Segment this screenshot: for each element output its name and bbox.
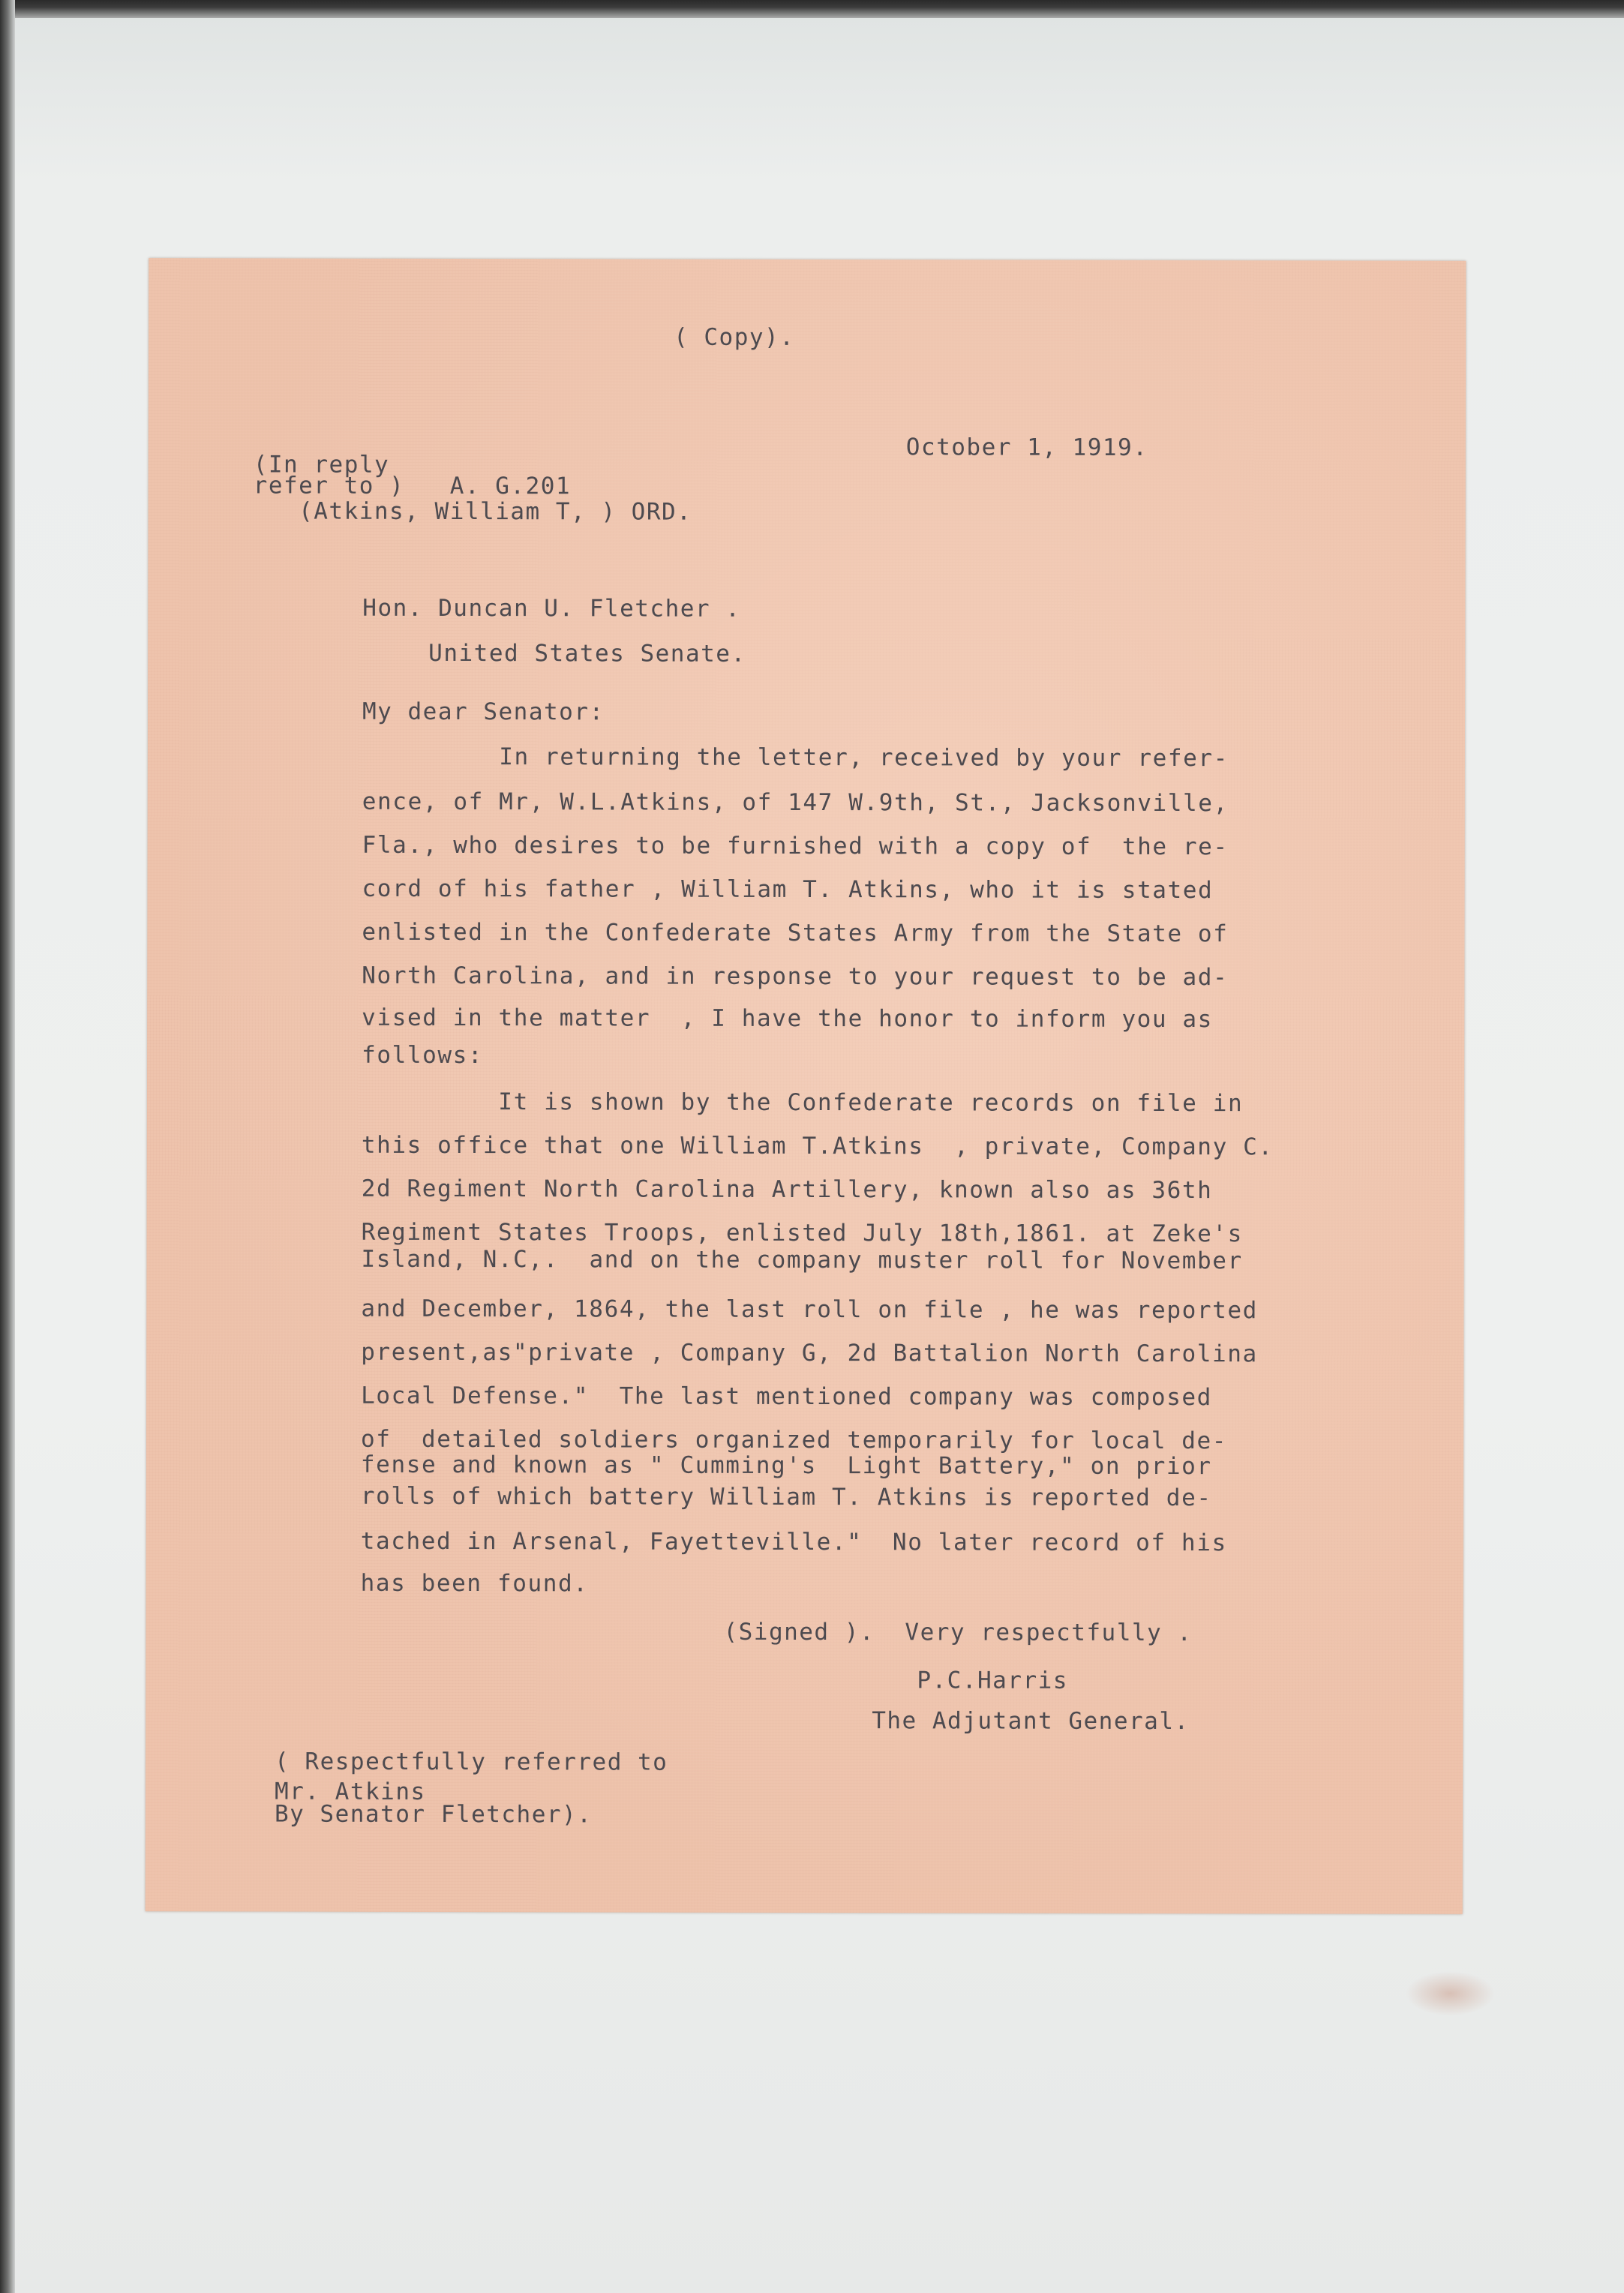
body-line: present,as"private , Company G, 2d Battalion North Carolina bbox=[361, 1338, 1258, 1368]
body-line: of detailed soldiers organized temporarily for local de- bbox=[360, 1425, 1228, 1455]
body-line: North Carolina, and in response to your request to be ad- bbox=[362, 962, 1229, 992]
body-line: ence, of Mr, W.L.Atkins, of 147 W.9th, St., Jacksonville, bbox=[362, 788, 1229, 818]
body-line: vised in the matter , I have the honor to inform you as bbox=[362, 1004, 1213, 1034]
reference-line: (Atkins, William T, ) ORD. bbox=[253, 497, 692, 526]
referral-line: By Senator Fletcher). bbox=[274, 1800, 593, 1829]
body-line: It is shown by the Confederate records on file in bbox=[361, 1088, 1244, 1118]
body-line: rolls of which battery William T. Atkins is reported de- bbox=[360, 1482, 1212, 1512]
copy-heading: ( Copy). bbox=[674, 323, 795, 351]
paper-stain bbox=[1405, 1971, 1495, 2016]
body-line: fense and known as " Cumming's Light Battery," on prior bbox=[360, 1451, 1212, 1481]
body-line: follows: bbox=[362, 1041, 484, 1070]
scanner-top-edge bbox=[0, 0, 1624, 18]
signer-title: The Adjutant General. bbox=[872, 1707, 1190, 1736]
closing: (Signed ). Very respectfully . bbox=[723, 1618, 1193, 1647]
reference-line: refer to ) A. G.201 bbox=[253, 472, 572, 500]
salutation: My dear Senator: bbox=[362, 698, 605, 726]
body-line: tached in Arsenal, Fayetteville." No later record of his bbox=[360, 1527, 1227, 1557]
body-line: Fla., who desires to be furnished with a copy of the re- bbox=[362, 831, 1229, 861]
scanner-left-edge bbox=[0, 0, 15, 2293]
signer-name: P.C.Harris bbox=[917, 1667, 1069, 1694]
body-line: enlisted in the Confederate States Army from the State of bbox=[362, 918, 1229, 948]
body-line: Local Defense." The last mentioned company was composed bbox=[361, 1382, 1212, 1412]
addressee-name: Hon. Duncan U. Fletcher . bbox=[362, 594, 741, 623]
body-line: has been found. bbox=[360, 1569, 589, 1598]
body-line: 2d Regiment North Carolina Artillery, known also as 36th bbox=[361, 1175, 1213, 1205]
body-line: Regiment States Troops, enlisted July 18th,1861. at Zeke's bbox=[361, 1218, 1243, 1248]
reference-line: (In reply bbox=[253, 451, 390, 479]
letter-date: October 1, 1919. bbox=[905, 434, 1148, 461]
referral-line: Mr. Atkins bbox=[274, 1778, 426, 1805]
letter-sheet bbox=[146, 258, 1466, 1914]
body-line: In returning the letter, received by your refer- bbox=[362, 743, 1229, 773]
body-line: this office that one William T.Atkins , private, Company C. bbox=[361, 1131, 1274, 1161]
body-line: and December, 1864, the last roll on file , he was reported bbox=[361, 1295, 1258, 1325]
addressee-institution: United States Senate. bbox=[428, 639, 746, 668]
referral-line: ( Respectfully referred to bbox=[275, 1748, 668, 1776]
body-line: cord of his father , William T. Atkins, who it is stated bbox=[362, 875, 1214, 905]
body-line: Island, N.C,. and on the company muster roll for November bbox=[361, 1245, 1243, 1275]
